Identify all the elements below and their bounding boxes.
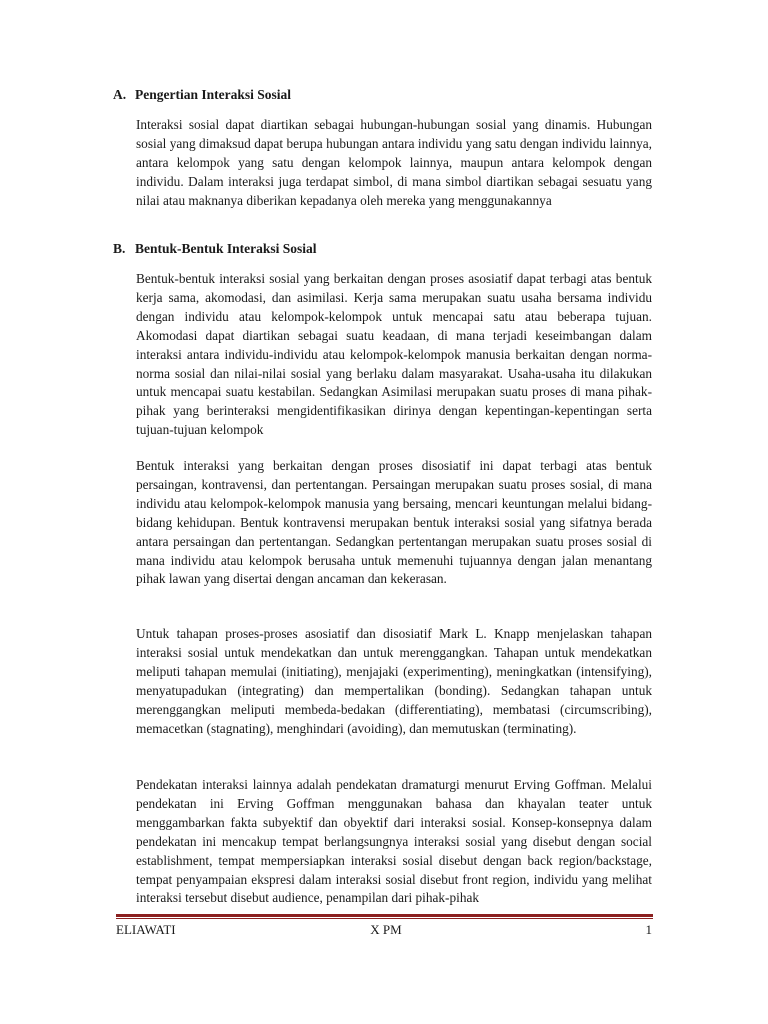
footer-page-number: 1	[645, 922, 652, 937]
section-a-heading	[113, 86, 673, 104]
section-b-heading	[113, 240, 673, 258]
footer-author: ELIAWATI	[116, 922, 176, 937]
section-b-paragraph-3: Untuk tahapan proses-proses asosiatif dan disosiatif Mark L. Knapp menjelaskan tahapan interaksi sosial untuk mendekatkan dan untuk merenggangkan. Tahapan untuk mendekatkan meliputi tahapan memulai (initiating), menjajaki (experimenting), meningkatkan (intensifying), menyatupadukan (integrating) dan mempertalikan (bonding). Sedangkan tahapan untuk merenggangkan meliputi membeda-bedakan (differentiating), membatasi (circumscribing), memacetkan (stagnating), menghindari (avoiding), dan memutuskan (terminating).	[136, 626, 652, 736]
footer-rule-thin	[116, 918, 653, 919]
section-b-letter: B.	[113, 241, 126, 256]
footer-rule	[116, 914, 653, 917]
section-b-paragraph-2: Bentuk interaksi yang berkaitan dengan proses disosiatif ini dapat terbagi atas bentuk persaingan, kontravensi, dan pertentangan. Persaingan merupakan suatu proses sosial, di mana individu atau kelompok-kelompok manusia yang bersaing, mencari keuntungan melalui bidang-bidang kehidupan. Bentuk kontravensi merupakan bentuk interaksi sosial yang sifatnya berada antara persaingan dan pertentangan. Sedangkan pertentangan merupakan suatu proses sosial di mana individu atau kelompok berusaha untuk memenuhi tujuannya dengan jalan menantang pihak lawan yang disertai dengan ancaman dan kekerasan.	[136, 458, 652, 587]
section-a-title: Pengertian Interaksi Sosial	[135, 87, 292, 102]
section-a-paragraph-1: Interaksi sosial dapat diartikan sebagai hubungan-hubungan sosial yang dinamis. Hubungan sosial yang dimaksud dapat berupa hubungan antara individu yang satu dengan individu lainnya, antara kelompok yang satu dengan kelompok lainnya, maupun antara kelompok dengan individu. Dalam interaksi juga terdapat simbol, di mana simbol diartikan sebagai sesuatu yang nilai atau maknanya diberikan kepadanya oleh mereka yang menggunakannya	[136, 117, 652, 208]
section-a-letter: A.	[113, 87, 127, 102]
section-b-paragraph-1: Bentuk-bentuk interaksi sosial yang berkaitan dengan proses asosiatif dapat terbagi atas bentuk kerja sama, akomodasi, dan asimilasi. Kerja sama merupakan suatu usaha bersama individu dengan individu atau kelompok-kelompok untuk mencapai satu atau beberapa tujuan. Akomodasi dapat diartikan sebagai suatu keadaan, di mana terjadi keseimbangan dalam interaksi antara individu-individu atau kelompok-kelompok manusia berkaitan dengan norma-norma sosial dan nilai-nilai sosial yang berlaku dalam masyarakat. Usaha-usaha itu dilakukan untuk mencapai suatu kestabilan. Sedangkan Asimilasi merupakan suatu proses di mana pihak-pihak yang berinteraksi mengidentifikasikan dirinya dengan kepentingan-kepentingan serta tujuan-tujuan kelompok	[136, 271, 652, 438]
footer-class: X PM	[370, 922, 402, 937]
section-b-title: Bentuk-Bentuk Interaksi Sosial	[135, 241, 317, 256]
section-b-paragraph-4: Pendekatan interaksi lainnya adalah pendekatan dramaturgi menurut Erving Goffman. Melalui pendekatan ini Erving Goffman menggunakan bahasa dan khayalan teater untuk menggambarkan fakta subyektif dan obyektif dari interaksi sosial. Konsep-konsepnya dalam pendekatan ini mencakup tempat berlangsungnya interaksi sosial yang disebut dengan social establishment, tempat mempersiapkan interaksi sosial disebut dengan back region/backstage, tempat penyampaian ekspresi dalam interaksi sosial disebut front region, individu yang melihat interaksi tersebut disebut audience, penampilan dari pihak-pihak	[136, 777, 652, 906]
